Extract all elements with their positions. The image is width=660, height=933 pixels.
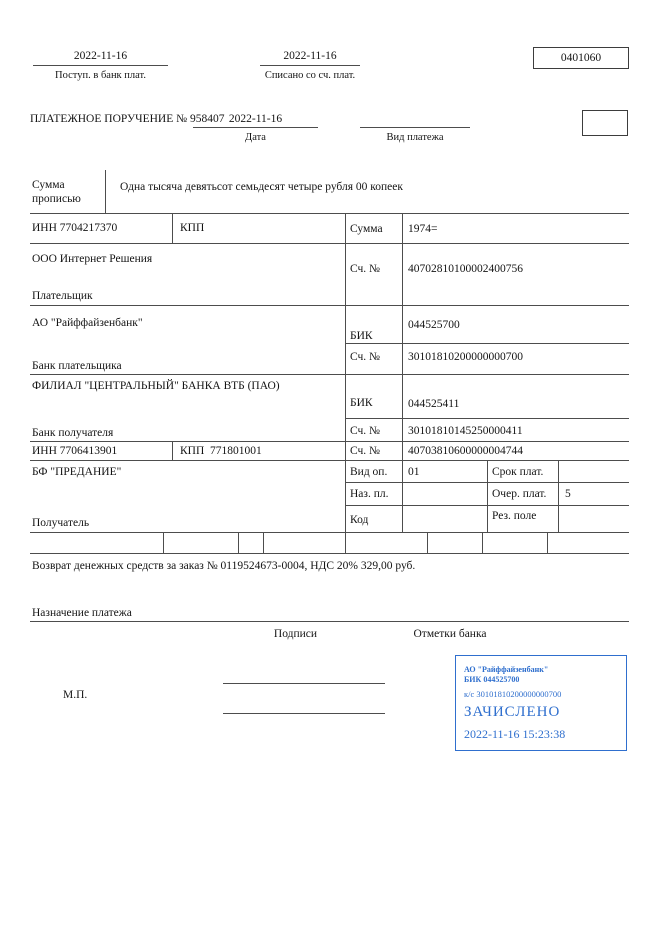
- horizontal-rule: [345, 418, 629, 419]
- horizontal-rule: [345, 343, 629, 344]
- payment-type-label: Вид платежа: [386, 132, 444, 143]
- document-date: 2022-11-16: [228, 113, 283, 125]
- horizontal-rule: [223, 713, 385, 714]
- payment-type-box: [582, 110, 628, 136]
- debited-date-label: Списано со сч. плат.: [264, 70, 356, 81]
- horizontal-rule: [30, 374, 629, 375]
- payer-label: Плательщик: [32, 290, 93, 302]
- naz-pl-label: Наз. пл.: [350, 488, 389, 500]
- beneficiary-bank-account: 30101810145250000411: [408, 425, 523, 437]
- horizontal-rule: [30, 213, 629, 214]
- stamp-bank-name: АО "Райффайзенбанк": [464, 665, 549, 674]
- ocher-plat-label: Очер. плат.: [492, 488, 547, 500]
- form-code-box: [533, 47, 629, 69]
- vertical-rule: [172, 213, 173, 243]
- vertical-rule: [263, 532, 264, 553]
- received-date: 2022-11-16: [73, 50, 128, 62]
- beneficiary-name: БФ "ПРЕДАНИЕ": [32, 466, 122, 478]
- form-code: 0401060: [560, 52, 602, 64]
- beneficiary-bank-bik-label: БИК: [350, 397, 373, 409]
- vertical-rule: [238, 532, 239, 553]
- beneficiary-account-label: Сч. №: [350, 445, 381, 457]
- beneficiary-bank-name: ФИЛИАЛ "ЦЕНТРАЛЬНЫЙ" БАНКА ВТБ (ПАО): [32, 380, 280, 392]
- payer-bank-bik-label: БИК: [350, 330, 373, 342]
- horizontal-rule: [30, 621, 629, 622]
- bank-stamp: [455, 655, 627, 751]
- horizontal-rule: [223, 683, 385, 684]
- vid-op-value: 01: [408, 466, 420, 478]
- horizontal-rule: [30, 460, 629, 461]
- vertical-rule: [558, 460, 559, 532]
- sum-label: Сумма: [350, 223, 383, 235]
- horizontal-rule: [260, 65, 360, 66]
- beneficiary-account: 40703810600000004744: [408, 445, 523, 457]
- horizontal-rule: [33, 65, 168, 66]
- payer-bank-label: Банк плательщика: [32, 360, 122, 372]
- stamp-corr-account: к/с 30101810200000000700: [464, 688, 562, 699]
- ocher-plat-value: 5: [565, 488, 571, 500]
- beneficiary-bank-bik: 044525411: [408, 398, 460, 410]
- stamp-status: ЗАЧИСЛЕНО: [464, 703, 561, 720]
- vertical-rule: [105, 170, 106, 213]
- srok-plat-label: Срок плат.: [492, 466, 544, 478]
- rez-pole-label: Рез. поле: [492, 510, 537, 522]
- beneficiary-label: Получатель: [32, 517, 90, 529]
- vertical-rule: [345, 532, 346, 553]
- date-label: Дата: [245, 132, 266, 143]
- payer-bank-name: АО "Райффайзенбанк": [32, 317, 143, 329]
- stamp-datetime: 2022-11-16 15:23:38: [464, 726, 566, 741]
- bank-marks-label: Отметки банка: [413, 628, 487, 640]
- purpose-label: Назначение платежа: [32, 607, 132, 619]
- beneficiary-bank-label: Банк получателя: [32, 427, 114, 439]
- payer-account-label: Сч. №: [350, 263, 381, 275]
- signatures-label: Подписи: [273, 628, 318, 640]
- vertical-rule: [487, 460, 488, 532]
- vid-op-label: Вид оп.: [350, 466, 388, 478]
- kod-label: Код: [350, 514, 369, 526]
- horizontal-rule: [30, 305, 629, 306]
- vertical-rule: [482, 532, 483, 553]
- amount-words-label: Сумма прописью: [32, 179, 81, 206]
- vertical-rule: [163, 532, 164, 553]
- sum-value: 1974=: [408, 223, 438, 235]
- horizontal-rule: [30, 441, 629, 442]
- received-date-label: Поступ. в банк плат.: [55, 70, 146, 81]
- payer-bank-account-label: Сч. №: [350, 351, 381, 363]
- document-title: ПЛАТЕЖНОЕ ПОРУЧЕНИЕ № 958407: [30, 113, 225, 125]
- horizontal-rule: [360, 127, 470, 128]
- horizontal-rule: [193, 127, 318, 128]
- payer-inn: ИНН 7704217370: [32, 222, 118, 234]
- horizontal-rule: [30, 243, 629, 244]
- stamp-bik: БИК 044525700: [464, 675, 520, 685]
- payer-bank-bik: 044525700: [408, 319, 460, 331]
- vertical-rule: [172, 441, 173, 460]
- vertical-rule: [402, 213, 403, 532]
- beneficiary-inn: ИНН 7706413901: [32, 445, 118, 457]
- beneficiary-kpp: КПП 771801001: [180, 445, 262, 457]
- payer-kpp-label: КПП: [180, 222, 205, 234]
- debited-date: 2022-11-16: [283, 50, 337, 62]
- horizontal-rule: [30, 553, 629, 554]
- amount-words-value: Одна тысяча девятьсот семьдесят четыре рубля 00 копеек: [120, 181, 403, 193]
- mp-label: М.П.: [63, 689, 88, 701]
- horizontal-rule: [30, 532, 629, 533]
- beneficiary-bank-account-label: Сч. №: [350, 425, 381, 437]
- payer-name: ООО Интернет Решения: [32, 253, 153, 265]
- purpose-text: Возврат денежных средств за заказ № 0119524673-0004, НДС 20% 329,00 руб.: [32, 560, 416, 572]
- vertical-rule: [427, 532, 428, 553]
- payer-account: 40702810100002400756: [408, 263, 523, 275]
- vertical-rule: [345, 213, 346, 532]
- vertical-rule: [547, 532, 548, 553]
- payer-bank-account: 30101810200000000700: [408, 351, 523, 363]
